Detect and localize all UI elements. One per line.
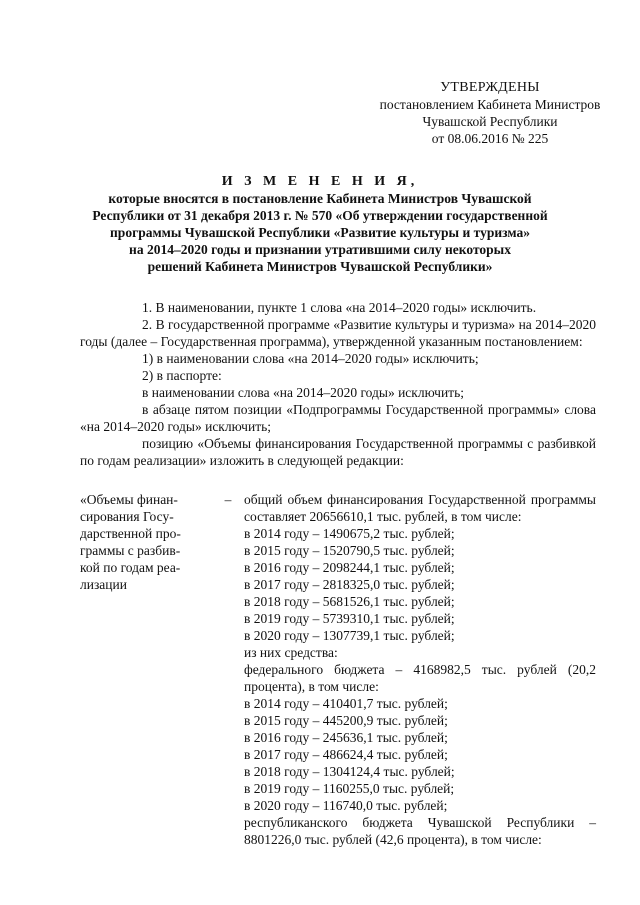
from-them-line: из них средства: [244, 645, 338, 660]
approval-line-2: Чувашской Республики [422, 114, 558, 129]
funding-details [244, 491, 596, 848]
year-total-line: в 2018 году – 5681526,1 тыс. рублей; [244, 594, 455, 609]
year-federal-line: в 2020 году – 116740,0 тыс. рублей; [244, 798, 448, 813]
funding-intro: общий объем финансирования Государственной программы составляет 20656610,1 тыс. рублей, в том числе: [244, 492, 596, 524]
document-heading [80, 173, 560, 275]
year-total-line: в 2016 году – 2098244,1 тыс. рублей; [244, 560, 455, 575]
paragraph-1: 1. В наименовании, пункте 1 слова «на 2014–2020 годы» исключить. [142, 300, 537, 315]
heading-line-5: решений Кабинета Министров Чувашской Республики» [147, 259, 493, 274]
year-total-line: в 2015 году – 1520790,5 тыс. рублей; [244, 543, 455, 558]
funding-table [80, 491, 596, 848]
label-line: сирования Госу- [80, 509, 174, 524]
paragraph-4: 2) в паспорте: [142, 368, 222, 383]
year-total-line: в 2019 году – 5739310,1 тыс. рублей; [244, 611, 455, 626]
year-federal-line: в 2016 году – 245636,1 тыс. рублей; [244, 730, 448, 745]
table-dash: – [224, 492, 232, 507]
year-total-line: в 2014 году – 1490675,2 тыс. рублей; [244, 526, 455, 541]
label-line: дарственной про- [80, 526, 181, 541]
year-federal-line: в 2019 году – 1160255,0 тыс. рублей; [244, 781, 455, 796]
republican-budget-line: республиканского бюджета Чувашской Республики – 8801226,0 тыс. рублей (42,6 процента), в том числе: [244, 815, 596, 847]
label-line: лизации [80, 577, 127, 592]
funding-position-label [80, 491, 212, 848]
label-line: граммы с разбив- [80, 543, 181, 558]
paragraph-2: 2. В государственной программе «Развитие культуры и туризма» на 2014–2020 годы (далее – Государственная программа), утвержденной указанным постановлением: [80, 317, 596, 349]
approval-title: УТВЕРЖДЕНЫ [440, 80, 540, 95]
heading-line-2: Республики от 31 декабря 2013 г. № 570 «Об утверждении государственной [92, 208, 548, 223]
heading-line-4: на 2014–2020 годы и признании утратившими силу некоторых [129, 242, 511, 257]
heading-line-3: программы Чувашской Республики «Развитие культуры и туризма» [110, 225, 530, 240]
year-total-line: в 2017 году – 2818325,0 тыс. рублей; [244, 577, 455, 592]
paragraph-5: в наименовании слова «на 2014–2020 годы» исключить; [142, 385, 464, 400]
document-body [80, 299, 596, 469]
year-federal-line: в 2015 году – 445200,9 тыс. рублей; [244, 713, 448, 728]
approval-block [360, 79, 620, 147]
year-federal-line: в 2017 году – 486624,4 тыс. рублей; [244, 747, 448, 762]
label-line: «Объемы финан- [80, 492, 178, 507]
approval-line-3: от 08.06.2016 № 225 [431, 131, 549, 146]
federal-budget-line: федерального бюджета – 4168982,5 тыс. рублей (20,2 процента), в том числе: [244, 662, 596, 694]
paragraph-3: 1) в наименовании слова «на 2014–2020 годы» исключить; [142, 351, 479, 366]
label-line: кой по годам реа- [80, 560, 181, 575]
year-federal-line: в 2018 году – 1304124,4 тыс. рублей; [244, 764, 455, 779]
approval-line-1: постановлением Кабинета Министров [379, 97, 601, 112]
paragraph-7: позицию «Объемы финансирования Государственной программы с разбивкой по годам реализации» изложить в следующей редакции: [80, 436, 596, 468]
paragraph-6: в абзаце пятом позиции «Подпрограммы Государственной программы» слова «на 2014–2020 годы» исключить; [80, 402, 596, 434]
heading-title: И З М Е Н Е Н И Я, [221, 174, 419, 189]
year-total-line: в 2020 году – 1307739,1 тыс. рублей; [244, 628, 455, 643]
year-federal-line: в 2014 году – 410401,7 тыс. рублей; [244, 696, 448, 711]
heading-line-1: которые вносятся в постановление Кабинета Министров Чувашской [108, 191, 532, 206]
